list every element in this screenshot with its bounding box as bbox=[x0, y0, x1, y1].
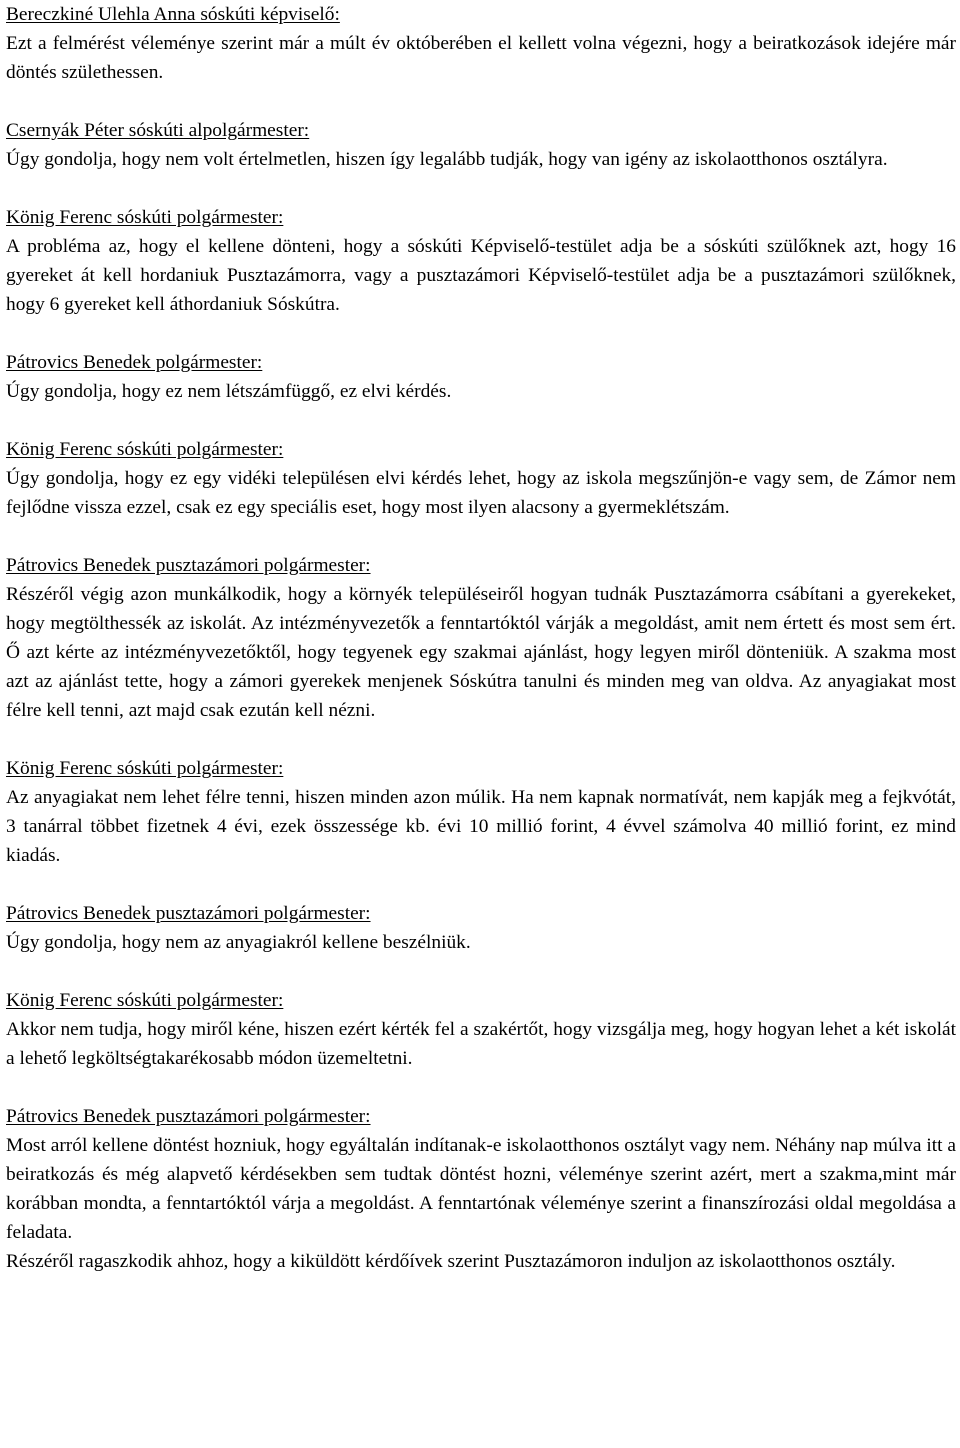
speech-paragraph: Úgy gondolja, hogy ez egy vidéki településen elvi kérdés lehet, hogy az iskola megszűnjön-e vagy sem, de Zámor nem fejlődne vissza ezzel, csak ez egy speciális eset, hogy most ilyen alacsony a gyermeklétszám. bbox=[6, 468, 956, 518]
speaker-heading: König Ferenc sóskúti polgármester: bbox=[6, 207, 284, 228]
speech-paragraph: Az anyagiakat nem lehet félre tenni, hiszen minden azon múlik. Ha nem kapnak normatívát, nem kapják meg a fejkvótát, 3 tanárral többet fizetnek 4 évi, ezek összessége kb. évi 10 millió forint, 4 évvel számolva 40 millió forint, ez mind kiadás. bbox=[6, 787, 956, 866]
speaker-heading: Bereczkiné Ulehla Anna sóskúti képviselő: bbox=[6, 4, 340, 25]
speaker-heading: König Ferenc sóskúti polgármester: bbox=[6, 439, 284, 460]
speaker-heading: Pátrovics Benedek polgármester: bbox=[6, 352, 263, 373]
speech-paragraph: A probléma az, hogy el kellene dönteni, hogy a sóskúti Képviselő-testület adja be a sóskúti szülőknek azt, hogy 16 gyereket át kell hordaniuk Pusztazámorra, vagy a pusztazámori Képviselő-testület adja be a pusztazámori szülőknek, hogy 6 gyereket kell áthordaniuk Sóskútra. bbox=[6, 236, 956, 315]
minutes-entry bbox=[6, 203, 956, 319]
minutes-entry bbox=[6, 116, 956, 174]
minutes-entry bbox=[6, 1102, 956, 1276]
speech-paragraph: Úgy gondolja, hogy nem az anyagiakról kellene beszélniük. bbox=[6, 932, 471, 953]
speaker-heading: Csernyák Péter sóskúti alpolgármester: bbox=[6, 120, 310, 141]
speaker-heading: König Ferenc sóskúti polgármester: bbox=[6, 990, 284, 1011]
minutes-entry bbox=[6, 899, 956, 957]
minutes-entry bbox=[6, 986, 956, 1073]
speech-paragraph: Részéről végig azon munkálkodik, hogy a környék településeiről hogyan tudnák Pusztazámorra csábítani a gyerekeket, hogy megtölthessék az iskolát. Az intézményvezetők a fenntartóktól várják a megoldást, amit nem értett és most sem ért. Ő azt kérte az intézményvezetőktől, hogy tegyenek egy szakmai ajánlást, hogy legyen miről dönteniük. A szakma most azt az ajánlást tette, hogy a zámori gyerekek menjenek Sóskútra tanulni és minden meg van oldva. Az anyagiakat most félre kell tenni, azt majd csak ezután kell nézni. bbox=[6, 584, 956, 721]
minutes-entry bbox=[6, 551, 956, 725]
speech-paragraph: Úgy gondolja, hogy ez nem létszámfüggő, ez elvi kérdés. bbox=[6, 381, 452, 402]
minutes-entry bbox=[6, 754, 956, 870]
speaker-heading: König Ferenc sóskúti polgármester: bbox=[6, 758, 284, 779]
speech-paragraph: Úgy gondolja, hogy nem volt értelmetlen, hiszen így legalább tudják, hogy van igény az iskolaotthonos osztályra. bbox=[6, 149, 888, 170]
speech-paragraph: Ezt a felmérést véleménye szerint már a múlt év októberében el kellett volna végezni, hogy a beiratkozások idejére már döntés születhessen. bbox=[6, 33, 956, 83]
speaker-heading: Pátrovics Benedek pusztazámori polgármester: bbox=[6, 555, 371, 576]
speaker-heading: Pátrovics Benedek pusztazámori polgármester: bbox=[6, 1106, 371, 1127]
minutes-document bbox=[6, 0, 956, 1276]
speech-paragraph: Akkor nem tudja, hogy miről kéne, hiszen ezért kérték fel a szakértőt, hogy vizsgálja meg, hogy hogyan lehet a két iskolát a lehető legköltségtakarékosabb módon üzemeltetni. bbox=[6, 1019, 956, 1069]
minutes-entry bbox=[6, 348, 956, 406]
minutes-entry bbox=[6, 0, 956, 87]
speaker-heading: Pátrovics Benedek pusztazámori polgármester: bbox=[6, 903, 371, 924]
speech-paragraph: Részéről ragaszkodik ahhoz, hogy a kiküldött kérdőívek szerint Pusztazámoron induljon az iskolaotthonos osztály. bbox=[6, 1251, 896, 1272]
speech-paragraph: Most arról kellene döntést hozniuk, hogy egyáltalán indítanak-e iskolaotthonos osztályt vagy nem. Néhány nap múlva itt a beiratkozás és még alapvető kérdésekben sem tudtak döntést hozni, véleménye szerint azért, mert a szakma,mint már korábban mondta, a fenntartóktól várja a megoldást. A fenntartónak véleménye szerint a finanszírozási oldal megoldása a feladata. bbox=[6, 1135, 956, 1243]
minutes-entry bbox=[6, 435, 956, 522]
